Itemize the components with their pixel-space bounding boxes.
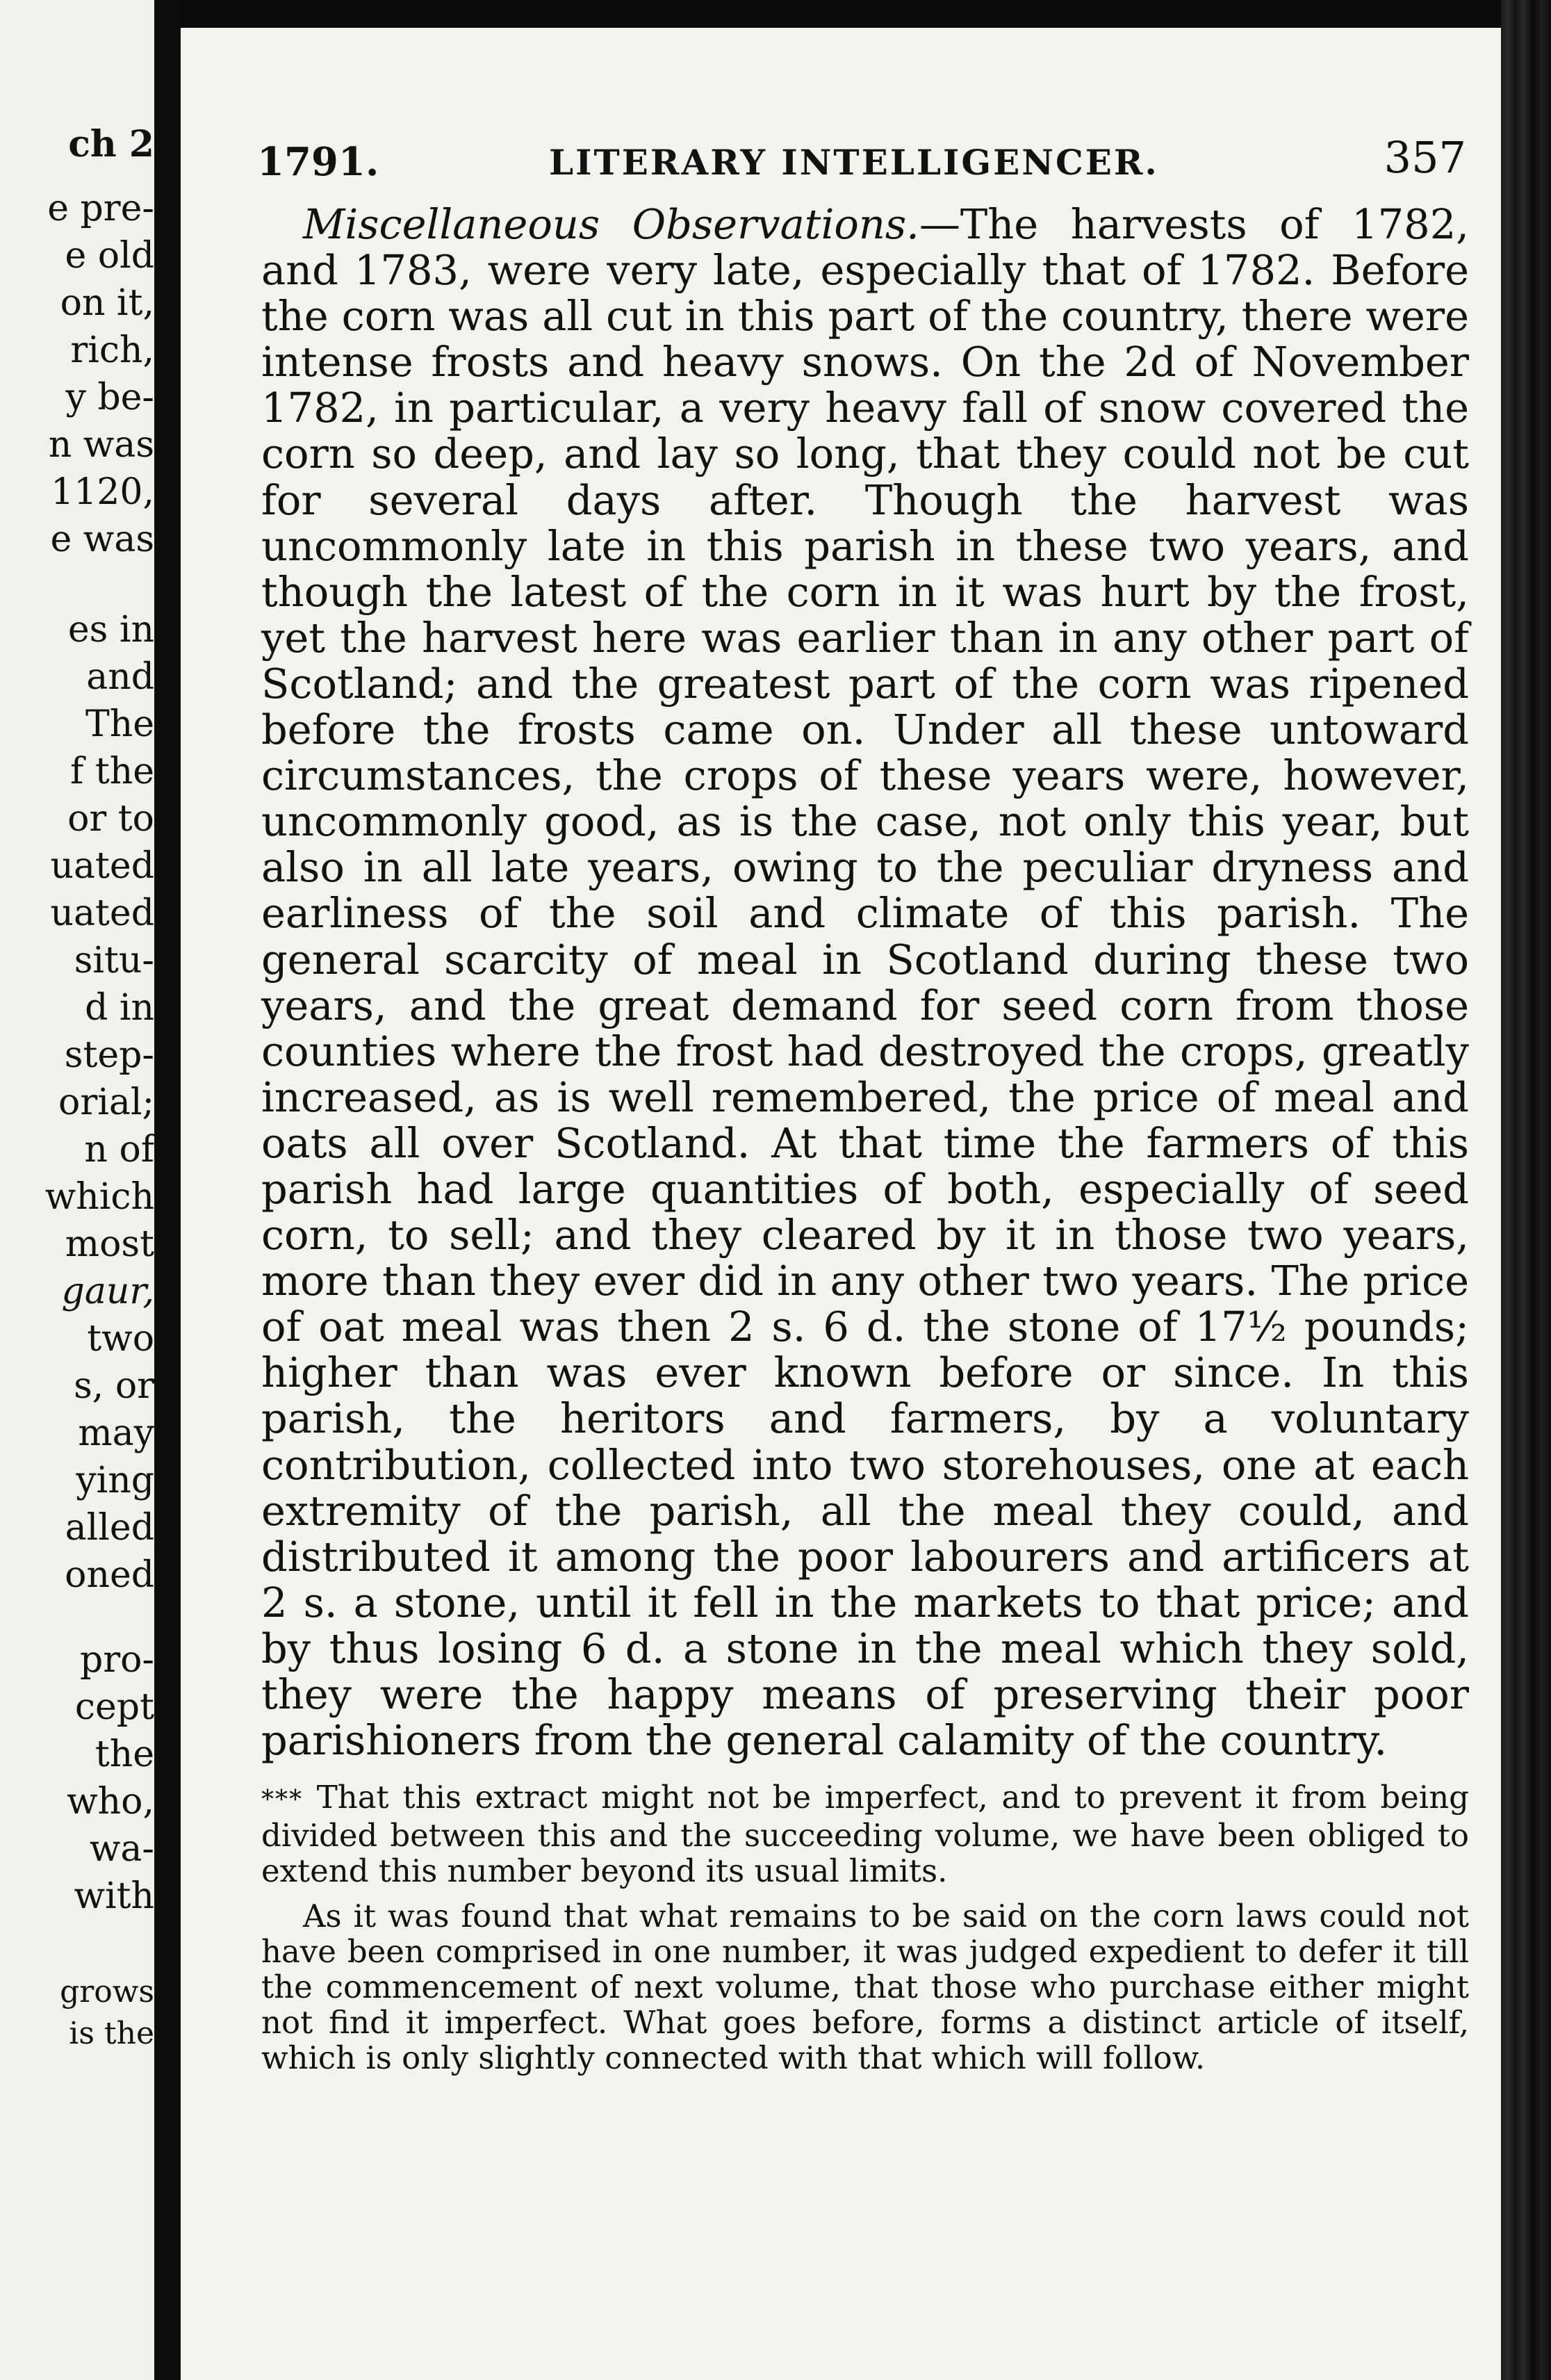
left-fragment: alled: [65, 1507, 154, 1549]
note-paragraph: [261, 1898, 1469, 2076]
article-body: [261, 202, 1469, 1763]
note-paragraph: [261, 1779, 1469, 1889]
article-text: —The harvests of 1782, and 1783, were very late, especially that of 1782. Before the corn was all cut in this part of the country, there were intense frosts and heavy snows. On the 2d of November 1782, in particular, a very heavy fall of snow covered the corn so deep, and lay so long, that they could not be cut for several days after. Though the harvest was uncommonly late in this parish in these two years, and though the latest of the corn in it was hurt by the frost, yet the harvest here was earlier than in any other part of Scotland; and the greatest part of the corn was ripened before the frosts came on. Under all these untoward circumstances, the crops of these years were, however, uncommonly good, as is the case, not only this year, but also in all late years, owing to the peculiar dryness and earliness of the soil and climate of this parish. The general scarcity of meal in Scotland during these two years, and the great demand for seed corn from those counties where the frost had destroyed the crops, greatly increased, as is well remembered, the price of meal and oats all over Scotland. At that time the farmers of this parish had large quantities of both, especially of seed corn, to sell; and they cleared by it in those two years, more than they ever did in any other two years. The price of oat meal was then 2 s. 6 d. the stone of 17½ pounds; higher than was ever known before or since. In this parish, the heritors and farmers, by a voluntary contribution, collected into two storehouses, one at each extremity of the parish, all the meal they could, and distributed it among the poor labourers and artificers at 2 s. a stone, until it fell in the markets to that price; and by thus losing 6 d. a stone in the meal which they sold, they were the happy means of preserving their poor parishioners from the general calamity of the country.: [261, 200, 1469, 1765]
left-fragment: n of: [84, 1129, 154, 1171]
left-fragment: situ-: [74, 940, 154, 981]
left-fragment: ch 2: [68, 123, 154, 165]
left-fragment: uated: [50, 845, 154, 887]
left-fragment: and: [86, 656, 154, 698]
left-fragment: 1120,: [51, 471, 154, 513]
left-fragment: n was: [48, 424, 154, 466]
running-header: [257, 132, 1466, 195]
header-title: LITERARY INTELLIGENCER.: [549, 142, 1159, 183]
left-fragment: e was: [50, 519, 154, 560]
left-fragment: gaur,: [61, 1271, 154, 1312]
left-fragment: s, or: [74, 1365, 154, 1407]
left-fragment: which: [44, 1176, 154, 1218]
left-page-edge: [0, 0, 154, 2380]
left-fragment: ying: [76, 1460, 154, 1501]
editorial-notes: [261, 1779, 1469, 2085]
left-fragment: e old: [65, 235, 154, 277]
note-text: That this extract might not be imperfect, and to prevent it from being divided between this and the succeeding volume, we have been obliged to extend this number beyond its usual limits.: [261, 1779, 1469, 1889]
header-year: 1791.: [257, 139, 379, 185]
left-fragment: on it,: [60, 282, 154, 324]
article-paragraph: [261, 202, 1469, 1763]
left-fragment: is the: [69, 2016, 154, 2051]
left-fragment: may: [78, 1412, 154, 1454]
left-fragment: with: [74, 1875, 154, 1917]
left-fragment: the: [95, 1734, 154, 1775]
left-fragment: or to: [67, 798, 154, 840]
left-fragment: orial;: [58, 1082, 154, 1123]
left-fragment: The: [85, 703, 154, 745]
article-lead: Miscellaneous Observations.: [303, 200, 919, 248]
left-fragment: cept: [74, 1686, 154, 1728]
left-fragment: e pre-: [47, 188, 154, 229]
left-fragment: y be-: [65, 377, 154, 418]
asterism-mark: ***: [261, 1786, 303, 1814]
left-fragment: step-: [64, 1034, 154, 1076]
left-fragment: f the: [70, 751, 154, 792]
left-fragment: most: [65, 1223, 154, 1265]
page-gutter: [154, 0, 181, 2380]
left-fragment: two: [87, 1318, 154, 1360]
left-fragment: uated: [50, 892, 154, 934]
left-fragment: es in: [67, 609, 154, 651]
book-page: [181, 28, 1501, 2380]
left-fragment: who,: [67, 1781, 154, 1823]
left-fragment: grows: [60, 1974, 154, 2010]
page-number: 357: [1384, 132, 1466, 183]
left-fragment: d in: [85, 987, 154, 1029]
note-text: As it was found that what remains to be said on the corn laws could not have been comprised in one number, it was judged expedient to defer it till the commencement of next volume, that those who purchase either might not find it imperfect. What goes before, forms a distinct article of itself, which is only slightly connected with that which will follow.: [261, 1898, 1469, 2076]
left-fragment: pro-: [79, 1639, 154, 1681]
left-fragment: rich,: [70, 329, 154, 371]
book-edge: [1501, 0, 1551, 2380]
left-fragment: oned: [65, 1554, 154, 1596]
left-fragment: wa-: [89, 1828, 154, 1870]
